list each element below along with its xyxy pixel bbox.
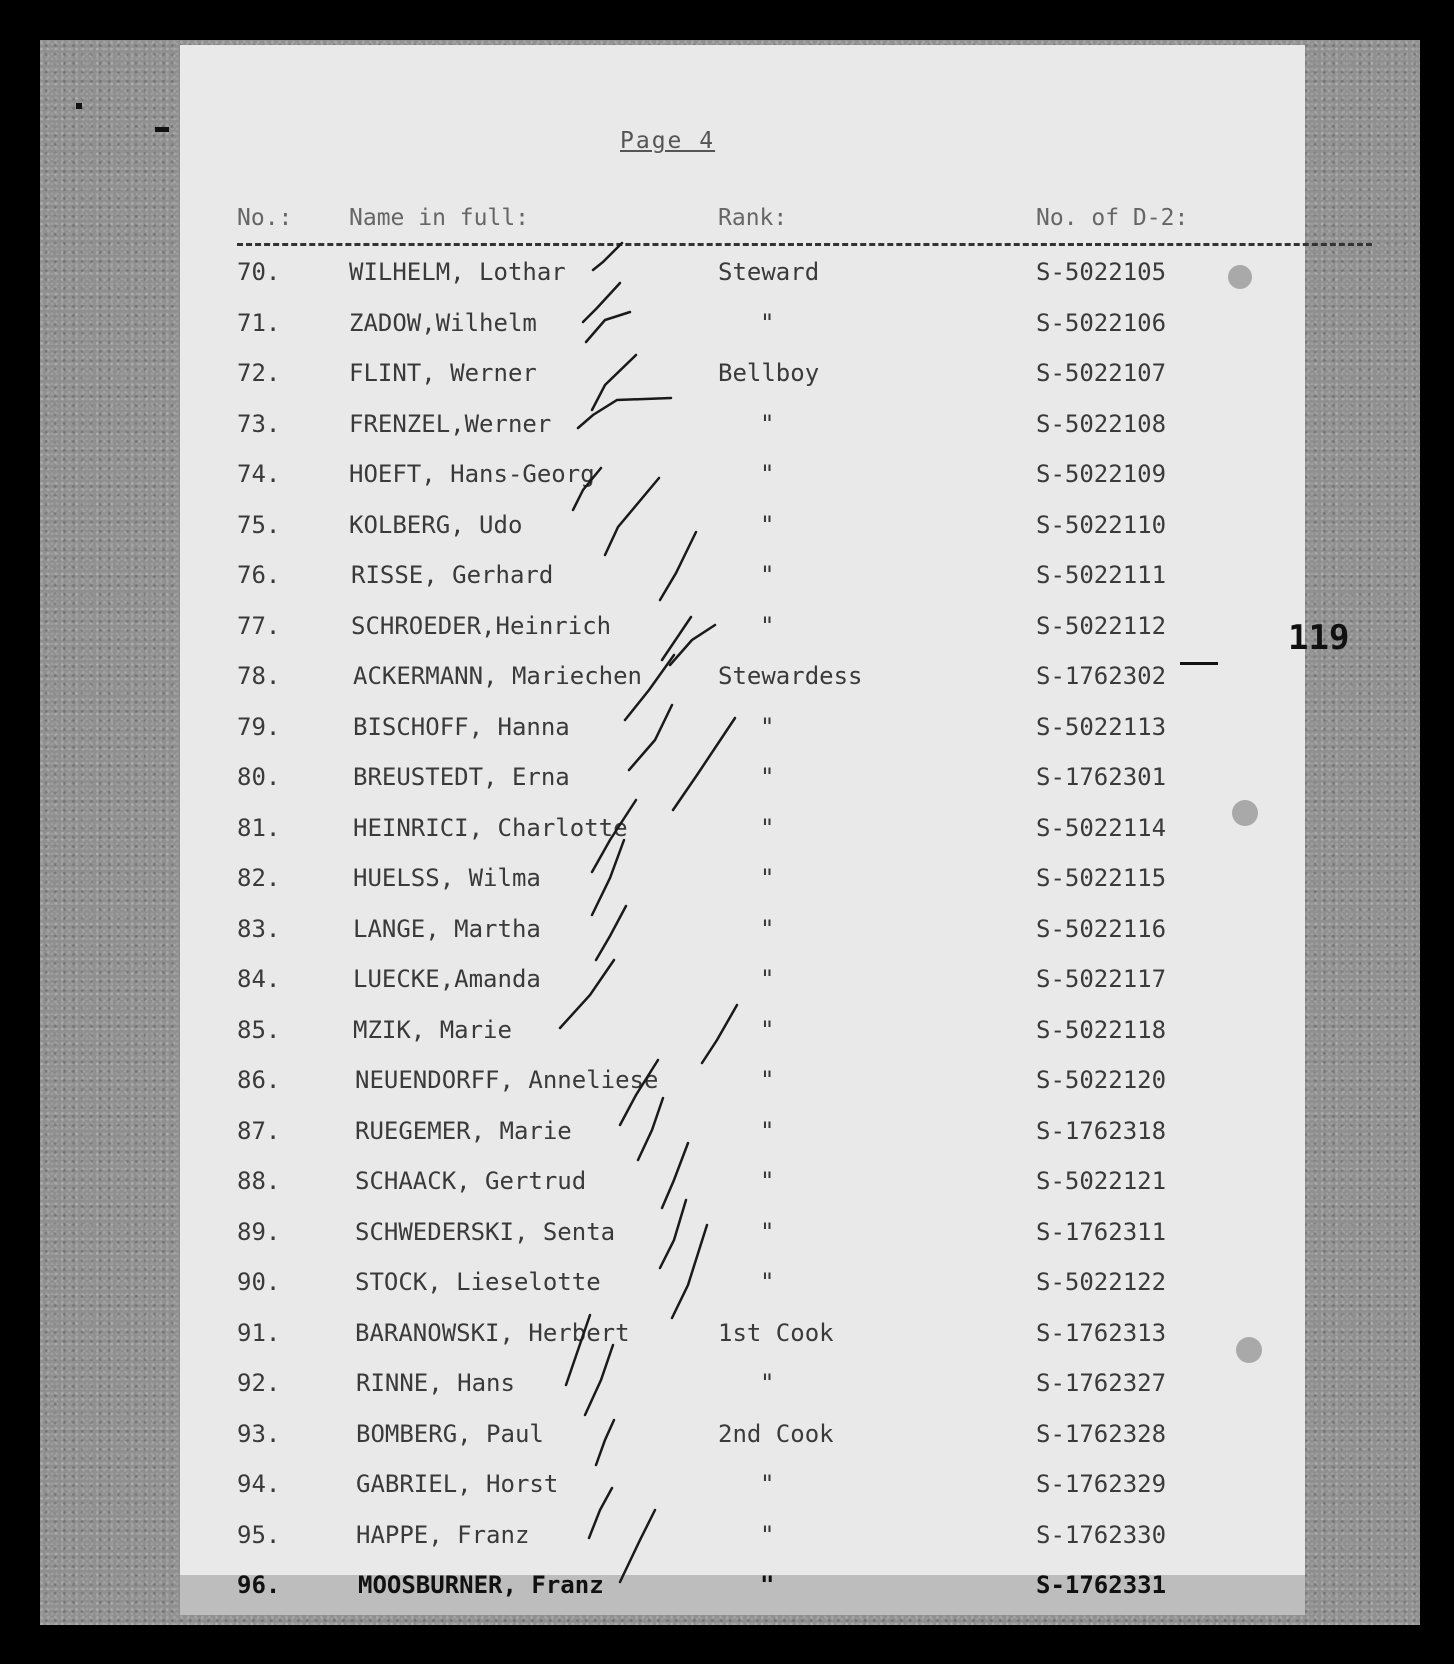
entry-number: 81. [237, 813, 281, 842]
entry-name: SCHWEDERSKI, Senta [355, 1217, 616, 1246]
entry-number: 95. [237, 1520, 281, 1549]
table-row [0, 854, 1454, 904]
table-row [0, 349, 1454, 399]
entry-name: BARANOWSKI, Herbert [355, 1318, 630, 1347]
entry-number: 76. [237, 561, 281, 589]
entry-name: RISSE, Gerhard [351, 561, 554, 589]
entry-d2-number: S-5022105 [1036, 258, 1167, 286]
entry-d2-number: S-5022107 [1036, 359, 1167, 387]
entry-d2-number: S-1762329 [1036, 1470, 1167, 1498]
entry-number: 77. [237, 611, 281, 640]
entry-name: STOCK, Lieselotte [355, 1268, 601, 1296]
entry-rank: " [760, 1268, 775, 1296]
entry-name: ZADOW,Wilhelm [349, 308, 537, 337]
entry-number: 90. [237, 1268, 281, 1296]
table-row [0, 1258, 1454, 1308]
entry-rank: " [760, 460, 775, 488]
entry-d2-number: S-5022121 [1036, 1167, 1167, 1195]
entry-number: 75. [237, 510, 281, 539]
table-row [0, 1056, 1454, 1106]
table-row [0, 400, 1454, 450]
entry-number: 82. [237, 864, 281, 892]
table-row [0, 551, 1454, 601]
entry-d2-number: S-5022117 [1036, 965, 1167, 993]
table-row [0, 652, 1454, 702]
entry-rank: " [760, 914, 775, 943]
entry-d2-number: S-5022118 [1036, 1015, 1167, 1044]
entry-number: 92. [237, 1369, 281, 1397]
entry-number: 94. [237, 1470, 281, 1498]
entry-rank: " [760, 1470, 775, 1498]
entry-name: FRENZEL,Werner [349, 409, 552, 438]
table-row [0, 450, 1454, 500]
entry-d2-number: S-1762301 [1036, 763, 1167, 791]
entry-name: NEUENDORFF, Anneliese [355, 1066, 659, 1094]
entry-number: 80. [237, 763, 281, 791]
entry-rank: 2nd Cook [718, 1419, 834, 1448]
stamped-page-number: 119 [1288, 618, 1350, 658]
entry-name: MZIK, Marie [353, 1015, 512, 1044]
table-row [0, 299, 1454, 349]
table-row [0, 1157, 1454, 1207]
table-row [0, 1511, 1454, 1561]
entry-rank: " [760, 308, 775, 337]
table-row [0, 1410, 1454, 1460]
entry-d2-number: S-5022114 [1036, 813, 1167, 842]
entry-rank: " [760, 1066, 775, 1094]
entry-rank: " [760, 1116, 775, 1145]
entry-d2-number: S-5022115 [1036, 864, 1167, 892]
entry-number: 85. [237, 1015, 281, 1044]
entry-rank: " [760, 409, 775, 438]
entry-number: 79. [237, 712, 281, 741]
header-d2: No. of D-2: [1036, 205, 1189, 231]
table-row [0, 248, 1454, 298]
entry-d2-number: S-5022120 [1036, 1066, 1167, 1094]
entry-d2-number: S-5022122 [1036, 1268, 1167, 1296]
table-row [0, 1208, 1454, 1258]
entry-name: SCHAACK, Gertrud [355, 1167, 587, 1195]
entry-name: LANGE, Martha [353, 914, 541, 943]
table-row [0, 753, 1454, 803]
entry-name: GABRIEL, Horst [356, 1470, 559, 1498]
table-header [0, 205, 1454, 235]
entry-rank: " [760, 965, 775, 993]
entry-d2-number: S-1762328 [1036, 1419, 1167, 1448]
entry-d2-number: S-5022116 [1036, 914, 1167, 943]
entry-rank: " [760, 1369, 775, 1397]
entry-name: HEINRICI, Charlotte [353, 813, 628, 842]
entry-name: HUELSS, Wilma [353, 864, 541, 892]
entry-d2-number: S-1762331 [1036, 1571, 1167, 1599]
entry-name: FLINT, Werner [349, 359, 537, 387]
entry-name: BOMBERG, Paul [356, 1419, 544, 1448]
entry-name: KOLBERG, Udo [349, 510, 523, 539]
entry-number: 93. [237, 1419, 281, 1448]
entry-d2-number: S-5022111 [1036, 561, 1167, 589]
entry-rank: " [760, 561, 775, 589]
entry-name: RINNE, Hans [356, 1369, 515, 1397]
entry-rank: " [760, 712, 775, 741]
entry-number: 72. [237, 359, 281, 387]
entry-rank: 1st Cook [718, 1318, 834, 1347]
entry-d2-number: S-5022112 [1036, 611, 1167, 640]
entry-number: 73. [237, 409, 281, 438]
entry-name: HOEFT, Hans-Georg [349, 460, 595, 488]
entry-rank: Stewardess [718, 662, 863, 690]
entry-d2-number: S-5022109 [1036, 460, 1167, 488]
table-row [0, 1460, 1454, 1510]
header-no: No.: [237, 205, 293, 231]
header-divider [237, 243, 1372, 246]
entry-d2-number: S-1762302 [1036, 662, 1167, 690]
table-row [0, 1561, 1454, 1611]
entry-rank: " [760, 864, 775, 892]
entry-d2-number: S-5022110 [1036, 510, 1167, 539]
entry-name: HAPPE, Franz [356, 1520, 530, 1549]
entry-number: 78. [237, 662, 281, 690]
page-title: Page 4 [620, 128, 716, 154]
entry-name: SCHROEDER,Heinrich [351, 611, 612, 640]
scan-edge-mark [76, 103, 82, 109]
entry-rank: " [760, 763, 775, 791]
entry-name: ACKERMANN, Mariechen [353, 662, 642, 690]
entry-d2-number: S-1762318 [1036, 1116, 1167, 1145]
entry-d2-number: S-5022108 [1036, 409, 1167, 438]
entry-d2-number: S-1762330 [1036, 1520, 1167, 1549]
entry-number: 96. [237, 1571, 281, 1599]
entry-rank: " [760, 510, 775, 539]
table-row [0, 1309, 1454, 1359]
entry-d2-number: S-5022106 [1036, 308, 1167, 337]
entry-name: BISCHOFF, Hanna [353, 712, 570, 741]
entry-name: BREUSTEDT, Erna [353, 763, 570, 791]
table-row [0, 501, 1454, 551]
table-row [0, 1359, 1454, 1409]
header-name: Name in full: [349, 205, 530, 231]
entry-d2-number: S-1762327 [1036, 1369, 1167, 1397]
table-row [0, 1006, 1454, 1056]
entry-number: 91. [237, 1318, 281, 1347]
table-row [0, 955, 1454, 1005]
entry-number: 87. [237, 1116, 281, 1145]
entry-rank: " [760, 1015, 775, 1044]
scan-edge-mark [155, 127, 169, 132]
entry-d2-number: S-1762311 [1036, 1217, 1167, 1246]
entry-number: 89. [237, 1217, 281, 1246]
entry-name: RUEGEMER, Marie [355, 1116, 572, 1145]
entry-number: 74. [237, 460, 281, 488]
entry-number: 84. [237, 965, 281, 993]
entry-name: WILHELM, Lothar [349, 258, 566, 286]
entry-number: 71. [237, 308, 281, 337]
entry-name: LUECKE,Amanda [353, 965, 541, 993]
entry-number: 70. [237, 258, 281, 286]
table-row [0, 703, 1454, 753]
entry-rank: " [760, 1217, 775, 1246]
entry-d2-number: S-1762313 [1036, 1318, 1167, 1347]
entry-rank: " [760, 1520, 775, 1549]
table-row [0, 602, 1454, 652]
entry-rank: " [760, 1571, 775, 1599]
entry-number: 83. [237, 914, 281, 943]
table-row [0, 804, 1454, 854]
entry-rank: Steward [718, 258, 820, 286]
entry-rank: " [760, 813, 775, 842]
table-row [0, 1107, 1454, 1157]
entry-name: MOOSBURNER, Franz [358, 1571, 604, 1599]
header-rank: Rank: [718, 205, 788, 231]
table-row [0, 905, 1454, 955]
entry-number: 88. [237, 1167, 281, 1195]
entry-rank: Bellboy [718, 359, 820, 387]
entry-rank: " [760, 611, 775, 640]
entry-d2-number: S-5022113 [1036, 712, 1167, 741]
entry-rank: " [760, 1167, 775, 1195]
entry-number: 86. [237, 1066, 281, 1094]
